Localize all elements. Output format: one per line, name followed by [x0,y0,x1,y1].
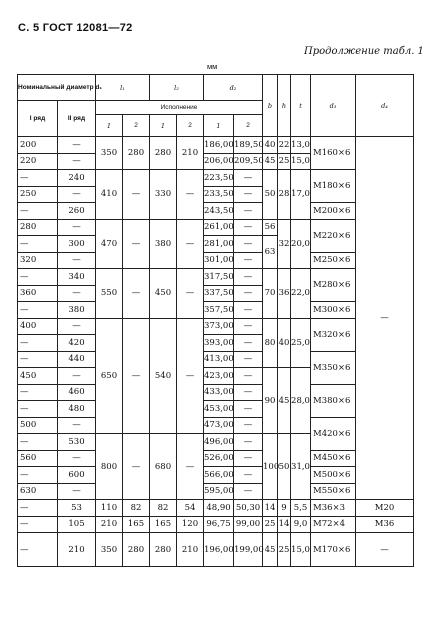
table-cell: 25 [263,516,278,533]
table-cell: M320×6 [311,318,356,351]
table-cell: 165 [150,516,177,533]
table-cell: 280 [150,137,177,170]
table-cell: — [58,483,96,500]
table-cell: — [58,137,96,154]
table-cell: — [234,401,263,418]
table-cell: M200×6 [311,203,356,220]
table-cell: 25 [278,153,291,170]
table-cell: 280 [123,533,150,567]
table-cell: 250 [18,186,58,203]
table-cell: 560 [18,450,58,467]
table-cell: 210 [177,533,204,567]
page-header: С. 5 ГОСТ 12081—72 [18,22,133,34]
table-cell: — [177,434,204,500]
table-cell: 210 [96,516,123,533]
table-cell: M170×6 [311,533,356,567]
table-cell: M450×6 [311,450,356,467]
table-cell: 680 [150,434,177,500]
table-cell: 40 [263,137,278,154]
table-cell: 220 [18,153,58,170]
table-cell: 28 [278,170,291,220]
table-row [18,170,414,187]
table-cell: 530 [58,434,96,451]
table-cell: — [18,434,58,451]
header-l2: l₂ [150,75,204,101]
table-cell: 210 [58,533,96,567]
table-cell: 82 [150,500,177,517]
table-cell: — [18,203,58,220]
table-cell: — [18,401,58,418]
header-l1: l₁ [96,75,150,101]
table-cell: — [18,269,58,286]
table-cell: 280 [123,137,150,170]
table-cell: 350 [96,533,123,567]
table-cell: 261,00 [204,219,234,236]
table-cell: 22 [278,137,291,154]
table-row [18,483,414,500]
table-row [18,500,414,517]
table-row [18,137,414,154]
table-row [18,417,414,434]
table-cell: 50 [278,434,291,500]
table-cell: 243,50 [204,203,234,220]
table-cell: 330 [150,170,177,220]
table-cell: — [18,516,58,533]
header-exec-2: 2 [123,115,150,137]
table-cell: — [356,533,414,567]
table-cell: 196,00 [204,533,234,567]
table-cell: — [234,450,263,467]
table-cell: 36 [278,269,291,319]
table-cell: — [58,318,96,335]
table-cell: 280 [18,219,58,236]
table-cell: — [18,335,58,352]
table-cell: 110 [96,500,123,517]
table-row [18,318,414,335]
table-row [18,219,414,236]
table-cell: 800 [96,434,123,500]
table-cell: 206,00 [204,153,234,170]
table-cell: — [58,153,96,170]
table-cell: 199,00 [234,533,263,567]
table-cell: 54 [177,500,204,517]
table-cell: 526,00 [204,450,234,467]
table-cell: M500×6 [311,467,356,484]
header-h: h [278,75,291,137]
table-cell: — [356,137,414,500]
header-d3: d₃ [311,75,356,137]
table-cell: — [18,384,58,401]
table-cell: — [123,434,150,500]
table-cell: 31,0 [291,434,311,500]
header-nominal-diameter: Номинальный диаметр d₁ [18,75,96,101]
table-cell: 223,50 [204,170,234,187]
header-exec-1: 1 [150,115,177,137]
header-d2: d₂ [204,75,263,101]
table-cell: M72×4 [311,516,356,533]
table-cell: 240 [58,170,96,187]
table-continuation-label: Продолжение табл. 1 [304,46,424,57]
table-cell: 496,00 [204,434,234,451]
table-cell: — [234,186,263,203]
table-cell: 209,50 [234,153,263,170]
table-cell: 14 [278,516,291,533]
table-cell: 82 [123,500,150,517]
table-cell: — [234,252,263,269]
table-cell: M380×6 [311,384,356,417]
table-cell: — [234,335,263,352]
table-cell: 420 [58,335,96,352]
header-d4: d₄ [356,75,414,137]
table-cell: — [18,170,58,187]
table-cell: 393,00 [204,335,234,352]
table-cell: — [177,170,204,220]
table-cell: 470 [96,219,123,269]
table-cell: — [234,384,263,401]
table-cell: 380 [58,302,96,319]
header-b: b [263,75,278,137]
table-cell: — [58,368,96,385]
table-cell: 28,0 [291,368,311,434]
table-cell: M250×6 [311,252,356,269]
table-cell: 337,50 [204,285,234,302]
table-cell: M420×6 [311,417,356,450]
table-cell: 260 [58,203,96,220]
table-cell: — [234,285,263,302]
table-cell: 105 [58,516,96,533]
table-cell: — [58,450,96,467]
header-exec-1: 1 [96,115,123,137]
table-cell: 56 [263,219,278,236]
table-cell: — [123,318,150,434]
table-cell: — [18,533,58,567]
table-cell: 340 [58,269,96,286]
header-series-1: I ряд [18,101,58,137]
dimensions-table [17,74,414,567]
unit-label: мм [207,62,218,71]
table-cell: 500 [18,417,58,434]
table-cell: 400 [18,318,58,335]
table-cell: 50 [263,170,278,220]
table-cell: M300×6 [311,302,356,319]
table-cell: — [177,318,204,434]
table-cell: 186,00 [204,137,234,154]
table-row [18,203,414,220]
table-cell: M220×6 [311,219,356,252]
table-cell: 410 [96,170,123,220]
table-cell: 320 [18,252,58,269]
table-row [18,252,414,269]
table-cell: — [177,269,204,319]
table-cell: — [234,467,263,484]
table-cell: 22,0 [291,269,311,319]
table-cell: — [234,269,263,286]
table-cell: 440 [58,351,96,368]
table-cell: 357,50 [204,302,234,319]
table-cell: 40 [278,318,291,368]
header-exec-2: 2 [234,115,263,137]
table-row [18,533,414,567]
header-exec-1: 1 [204,115,234,137]
table-row [18,302,414,319]
table-cell: 80 [263,318,278,368]
table-row [18,351,414,368]
table-cell: M350×6 [311,351,356,384]
table-row [18,516,414,533]
table-cell: — [234,170,263,187]
table-cell: M550×6 [311,483,356,500]
table-cell: 650 [96,318,123,434]
table-cell: 595,00 [204,483,234,500]
table-cell: M180×6 [311,170,356,203]
header-execution: Исполнение [96,101,263,115]
table-cell: 90 [263,368,278,434]
table-cell: 301,00 [204,252,234,269]
table-cell: — [234,219,263,236]
table-cell: 20,0 [291,219,311,269]
table-cell: — [18,351,58,368]
header-series-2: II ряд [58,101,96,137]
table-cell: 360 [18,285,58,302]
table-cell: M280×6 [311,269,356,302]
table-cell: 63 [263,236,278,269]
table-cell: — [234,318,263,335]
table-cell: 630 [18,483,58,500]
table-cell: — [123,219,150,269]
table-cell: — [234,203,263,220]
table-cell: 9,0 [291,516,311,533]
table-cell: — [123,269,150,319]
table-cell: 540 [150,318,177,434]
table-cell: 423,00 [204,368,234,385]
table-cell: 373,00 [204,318,234,335]
table-cell: 566,00 [204,467,234,484]
table-cell: 165 [123,516,150,533]
table-cell: 15,0 [291,153,311,170]
table-cell: — [58,219,96,236]
table-cell: 380 [150,219,177,269]
table-cell: 413,00 [204,351,234,368]
table-cell: 45 [263,153,278,170]
table-cell: — [234,434,263,451]
table-cell: 14 [263,500,278,517]
table-cell: 45 [263,533,278,567]
table-cell: 600 [58,467,96,484]
table-cell: 473,00 [204,417,234,434]
table-cell: 32 [278,219,291,269]
table-cell: — [234,302,263,319]
table-cell: — [18,467,58,484]
table-cell: — [234,368,263,385]
table-cell: 300 [58,236,96,253]
table-row [18,450,414,467]
header-t: t [291,75,311,137]
table-cell: 350 [96,137,123,170]
table-cell: 25 [278,533,291,567]
table-cell: 200 [18,137,58,154]
table-cell: 433,00 [204,384,234,401]
table-cell: — [18,236,58,253]
table-cell: — [58,417,96,434]
table-cell: 450 [18,368,58,385]
table-cell: M36×3 [311,500,356,517]
table-cell: 70 [263,269,278,319]
table-cell: — [58,186,96,203]
table-cell: — [58,252,96,269]
table-cell: 15,0 [291,533,311,567]
table-cell: — [18,500,58,517]
table-cell: — [123,170,150,220]
table-cell: — [234,236,263,253]
table-cell: — [234,483,263,500]
table-cell: 53 [58,500,96,517]
table-cell: 189,50 [234,137,263,154]
table-cell: 281,00 [204,236,234,253]
table-cell: 13,0 [291,137,311,154]
table-cell: 5,5 [291,500,311,517]
table-cell: — [177,219,204,269]
table-cell: — [18,302,58,319]
table-cell: M20 [356,500,414,517]
table-cell: 45 [278,368,291,434]
table-cell: 96,75 [204,516,234,533]
table-cell: 9 [278,500,291,517]
table-cell: 317,50 [204,269,234,286]
header-exec-2: 2 [177,115,204,137]
table-row [18,467,414,484]
table-cell: 210 [177,137,204,170]
table-row [18,384,414,401]
table-cell: 25,0 [291,318,311,368]
table-cell: 99,00 [234,516,263,533]
table-cell: 450 [150,269,177,319]
table-cell: 480 [58,401,96,418]
table-cell: 460 [58,384,96,401]
table-row [18,269,414,286]
table-cell: M160×6 [311,137,356,170]
table-cell: 48,90 [204,500,234,517]
table-cell: 50,30 [234,500,263,517]
table-cell: 17,0 [291,170,311,220]
table-cell: 100 [263,434,278,500]
table-cell: M36 [356,516,414,533]
table-cell: 120 [177,516,204,533]
table-cell: — [234,351,263,368]
table-cell: — [58,285,96,302]
table-cell: — [234,417,263,434]
table-cell: 280 [150,533,177,567]
table-cell: 550 [96,269,123,319]
table-cell: 453,00 [204,401,234,418]
table-cell: 233,50 [204,186,234,203]
